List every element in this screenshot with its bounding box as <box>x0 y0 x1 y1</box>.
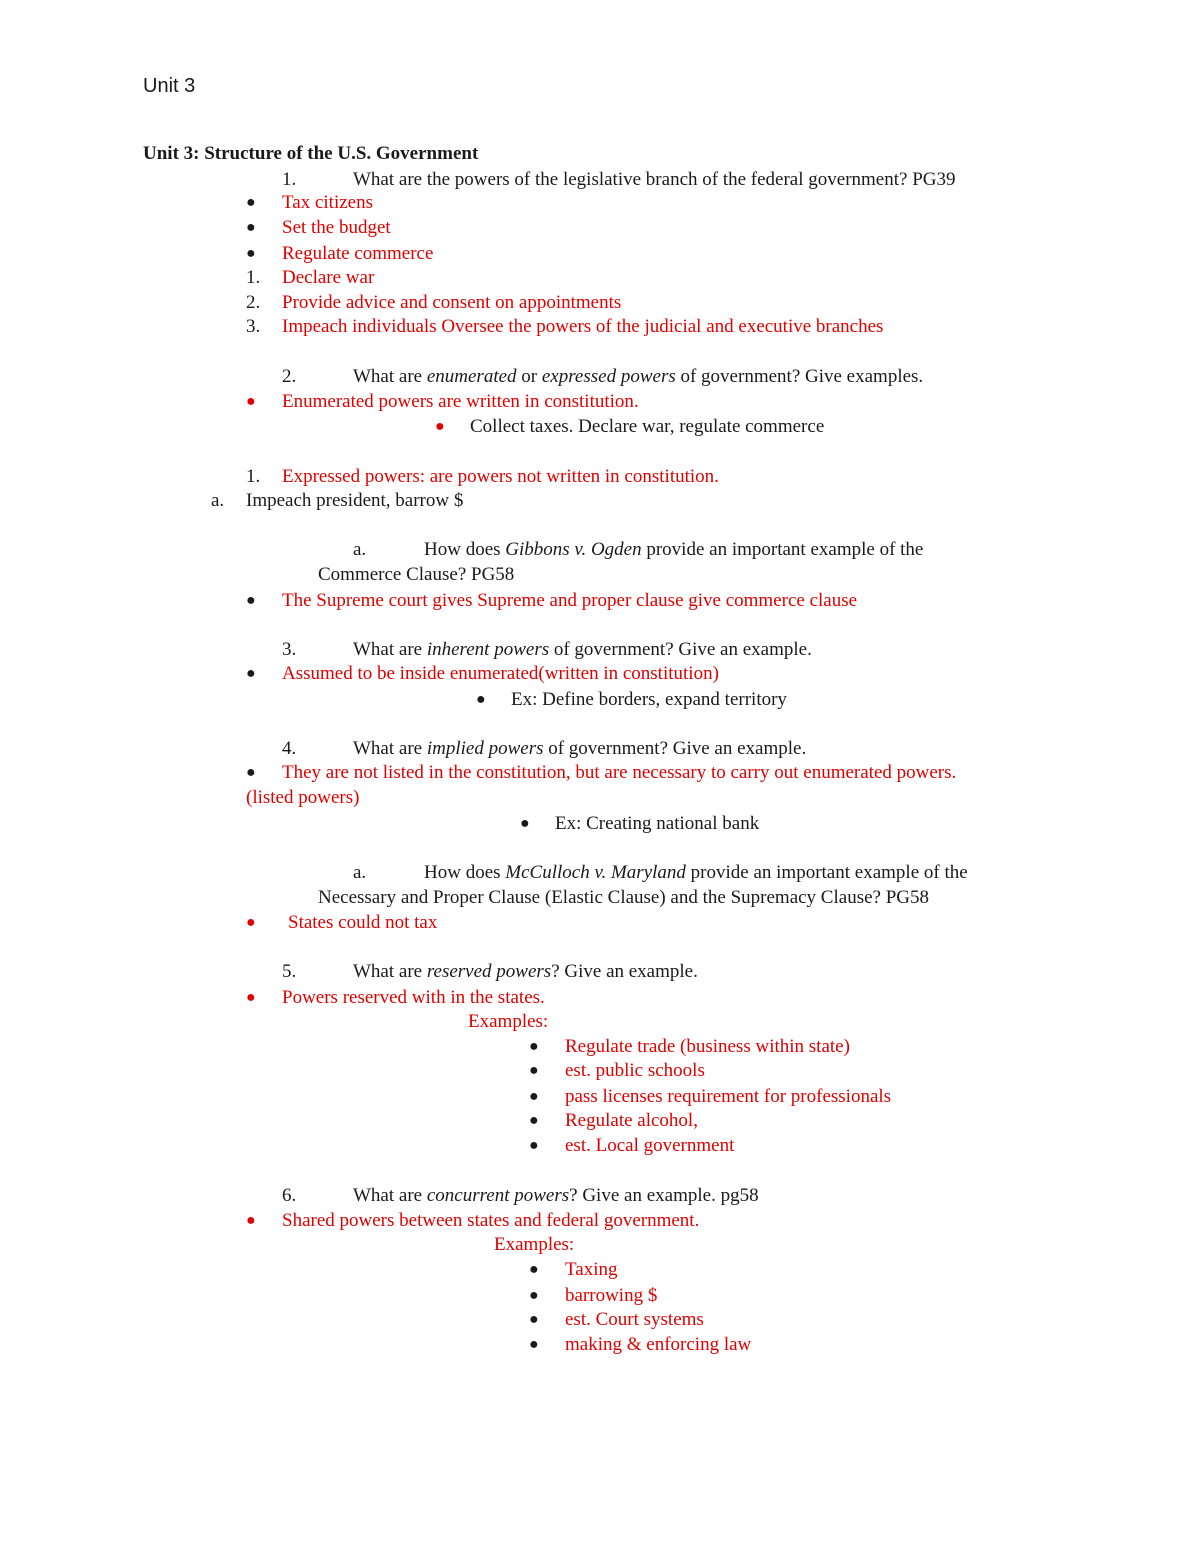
bullet-icon: ● <box>529 1038 539 1055</box>
bullet-icon: ● <box>246 989 256 1006</box>
example-bullet: Regulate alcohol, <box>565 1110 698 1131</box>
question-letter: a. <box>353 539 367 560</box>
bullet-icon: ● <box>435 418 445 435</box>
bullet-icon: ● <box>529 1062 539 1079</box>
examples-label: Examples: <box>468 1011 549 1032</box>
question-4: What are implied powers of government? Give an example. <box>353 738 807 759</box>
list-number: 1. <box>246 267 261 288</box>
question-number: 4. <box>282 738 297 759</box>
bullet-icon: ● <box>246 764 256 781</box>
example-lettered: Impeach president, barrow $ <box>246 490 464 511</box>
document-title: Unit 3: Structure of the U.S. Government <box>143 143 479 164</box>
example-bullet: Ex: Creating national bank <box>555 813 760 834</box>
answer-bullet: Shared powers between states and federal government. <box>282 1210 700 1231</box>
list-letter: a. <box>211 490 225 511</box>
example-bullet: Collect taxes. Declare war, regulate commerce <box>470 416 825 437</box>
question-4a: How does McCulloch v. Maryland provide an important example of the <box>424 862 968 883</box>
bullet-icon: ● <box>529 1287 539 1304</box>
bullet-icon: ● <box>246 914 256 931</box>
question-number: 5. <box>282 961 297 982</box>
answer-bullet-continued: (listed powers) <box>246 787 360 808</box>
bullet-icon: ● <box>246 1212 256 1229</box>
example-bullet: est. public schools <box>565 1060 705 1081</box>
bullet-icon: ● <box>246 665 256 682</box>
examples-label: Examples: <box>494 1234 575 1255</box>
answer-numbered: Expressed powers: are powers not written in constitution. <box>282 466 719 487</box>
answer-bullet: Regulate commerce <box>282 243 434 264</box>
bullet-icon: ● <box>520 815 530 832</box>
page-header: Unit 3 <box>143 75 196 97</box>
bullet-icon: ● <box>529 1311 539 1328</box>
bullet-icon: ● <box>529 1112 539 1129</box>
example-bullet: pass licenses requirement for professionals <box>565 1086 892 1107</box>
bullet-icon: ● <box>529 1336 539 1353</box>
example-bullet: Regulate trade (business within state) <box>565 1036 850 1057</box>
list-number: 1. <box>246 466 261 487</box>
question-letter: a. <box>353 862 367 883</box>
answer-bullet: The Supreme court gives Supreme and proper clause give commerce clause <box>282 590 858 611</box>
answer-bullet: Set the budget <box>282 217 391 238</box>
question-number: 2. <box>282 366 297 387</box>
bullet-icon: ● <box>529 1261 539 1278</box>
question-2a: How does Gibbons v. Ogden provide an important example of the <box>424 539 924 560</box>
bullet-icon: ● <box>529 1088 539 1105</box>
answer-numbered: Provide advice and consent on appointments <box>282 292 622 313</box>
answer-bullet: Assumed to be inside enumerated(written in constitution) <box>282 663 719 684</box>
example-bullet: est. Local government <box>565 1135 735 1156</box>
example-bullet: making & enforcing law <box>565 1334 752 1355</box>
question-2a-continued: Commerce Clause? PG58 <box>318 564 515 585</box>
list-number: 2. <box>246 292 261 313</box>
bullet-icon: ● <box>246 393 256 410</box>
bullet-icon: ● <box>529 1137 539 1154</box>
answer-bullet: Tax citizens <box>282 192 373 213</box>
bullet-icon: ● <box>246 219 256 236</box>
question-number: 6. <box>282 1185 297 1206</box>
question-4a-continued: Necessary and Proper Clause (Elastic Clause) and the Supremacy Clause? PG58 <box>318 887 929 908</box>
question-number: 1. <box>282 169 297 190</box>
question-2: What are enumerated or expressed powers of government? Give examples. <box>353 366 924 387</box>
question-5: What are reserved powers? Give an example. <box>353 961 698 982</box>
bullet-icon: ● <box>246 592 256 609</box>
answer-bullet: States could not tax <box>288 912 438 933</box>
example-bullet: barrowing $ <box>565 1285 658 1306</box>
bullet-icon: ● <box>246 194 256 211</box>
bullet-icon: ● <box>476 691 486 708</box>
answer-numbered: Impeach individuals Oversee the powers of the judicial and executive branches <box>282 316 884 337</box>
question-3: What are inherent powers of government? Give an example. <box>353 639 812 660</box>
example-bullet: Taxing <box>565 1259 618 1280</box>
bullet-icon: ● <box>246 245 256 262</box>
question-number: 3. <box>282 639 297 660</box>
answer-numbered: Declare war <box>282 267 375 288</box>
list-number: 3. <box>246 316 261 337</box>
answer-bullet: Powers reserved with in the states. <box>282 987 545 1008</box>
question-6: What are concurrent powers? Give an example. pg58 <box>353 1185 759 1206</box>
example-bullet: est. Court systems <box>565 1309 704 1330</box>
example-bullet: Ex: Define borders, expand territory <box>511 689 787 710</box>
answer-bullet: Enumerated powers are written in constitution. <box>282 391 639 412</box>
question-1: What are the powers of the legislative branch of the federal government? PG39 <box>353 169 956 190</box>
answer-bullet: They are not listed in the constitution, but are necessary to carry out enumerated powers. <box>282 762 957 783</box>
